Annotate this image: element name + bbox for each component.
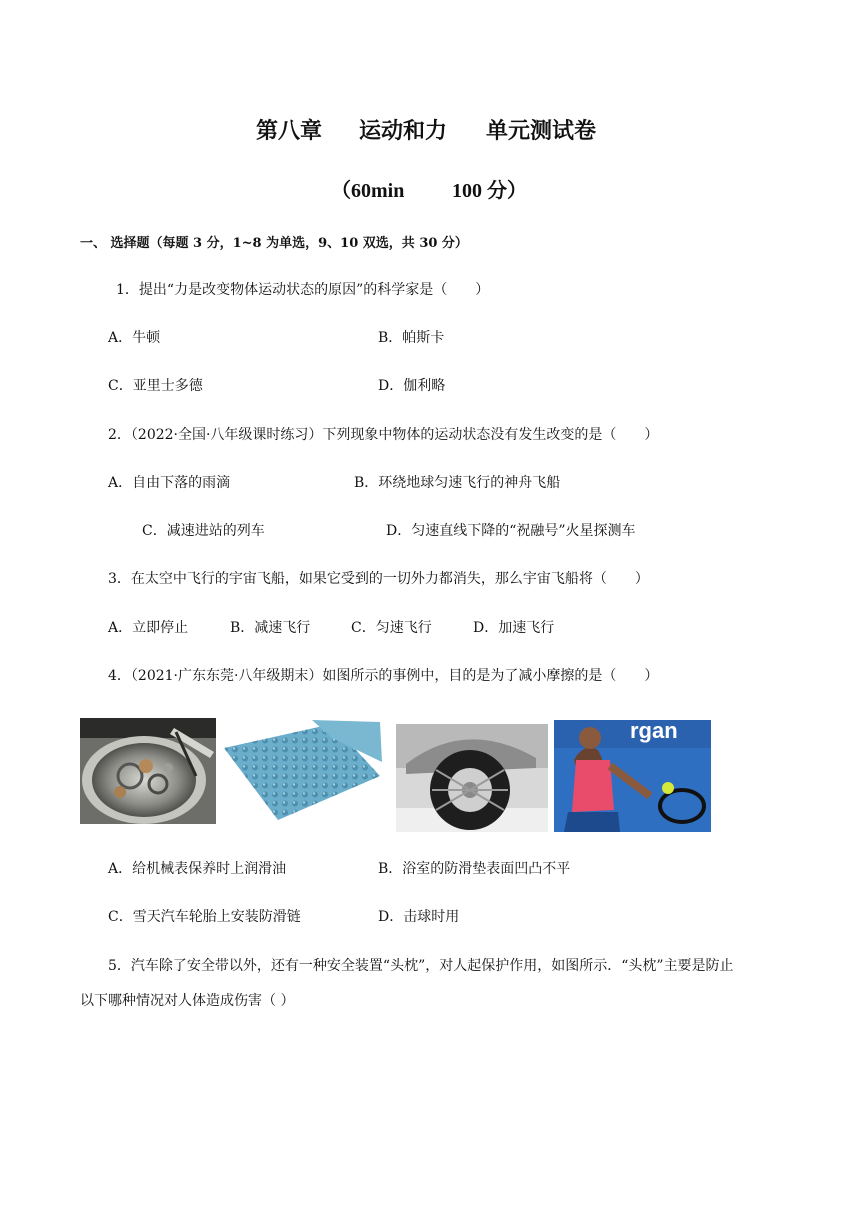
q3-option-d: D．加速飞行 — [473, 620, 555, 636]
q2-option-c: C．减速进站的列车 — [142, 523, 265, 539]
q4-option-d: D．击球时用 — [378, 909, 460, 925]
q4-option-a: A．给机械表保养时上润滑油 — [108, 861, 287, 877]
title-test: 单元测试卷 — [486, 119, 597, 144]
q1-option-b: B．帕斯卡 — [378, 330, 445, 346]
q3-option-b: B．减速飞行 — [230, 620, 311, 636]
title-topic: 运动和力 — [359, 119, 448, 144]
question-5-stem-line2: 以下哪种情况对人体造成伤害（ ） — [80, 993, 295, 1009]
section-heading: 一、 选择题（每题 3 分，1~8 为单选，9、10 双选，共 30 分） — [80, 236, 468, 251]
q1-option-a: A．牛顿 — [108, 330, 161, 346]
subtitle-time: （60min — [331, 180, 405, 202]
question-5-stem-line1: 5．汽车除了安全带以外，还有一种安全装置“头枕”，对人起保护作用，如图所示．“头枕”主要是防止 — [108, 958, 734, 974]
q3-option-a: A．立即停止 — [108, 620, 189, 636]
q4-option-c: C．雪天汽车轮胎上安装防滑链 — [108, 909, 301, 925]
q3-option-c: C．匀速飞行 — [351, 620, 432, 636]
bath-mat-image — [220, 718, 384, 822]
q2-option-a: A．自由下落的雨滴 — [108, 475, 231, 491]
question-1-stem: 1．提出“力是改变物体运动状态的原因”的科学家是（ ） — [116, 282, 490, 298]
q1-option-c: C．亚里士多德 — [108, 378, 203, 394]
mechanical-watch-image — [80, 718, 216, 824]
tennis-player-image — [554, 720, 711, 832]
q2-option-b: B．环绕地球匀速飞行的神舟飞船 — [354, 475, 561, 491]
q1-option-d: D．伽利略 — [378, 378, 446, 394]
image-banner-text: rgan — [630, 720, 678, 743]
q4-option-b: B．浴室的防滑垫表面凹凸不平 — [378, 861, 571, 877]
snow-tire-chain-image — [396, 724, 548, 832]
subtitle-score: 100 分） — [452, 180, 527, 202]
question-4-stem: 4．（2021·广东东莞·八年级期末）如图所示的事例中，目的是为了减小摩擦的是（ ） — [108, 668, 659, 684]
question-2-stem: 2．（2022·全国·八年级课时练习）下列现象中物体的运动状态没有发生改变的是（ ） — [108, 427, 659, 443]
title-chapter: 第八章 — [256, 119, 323, 144]
question-3-stem: 3．在太空中飞行的宇宙飞船，如果它受到的一切外力都消失，那么宇宙飞船将（ ） — [108, 571, 649, 587]
q2-option-d: D．匀速直线下降的“祝融号”火星探测车 — [386, 523, 636, 539]
